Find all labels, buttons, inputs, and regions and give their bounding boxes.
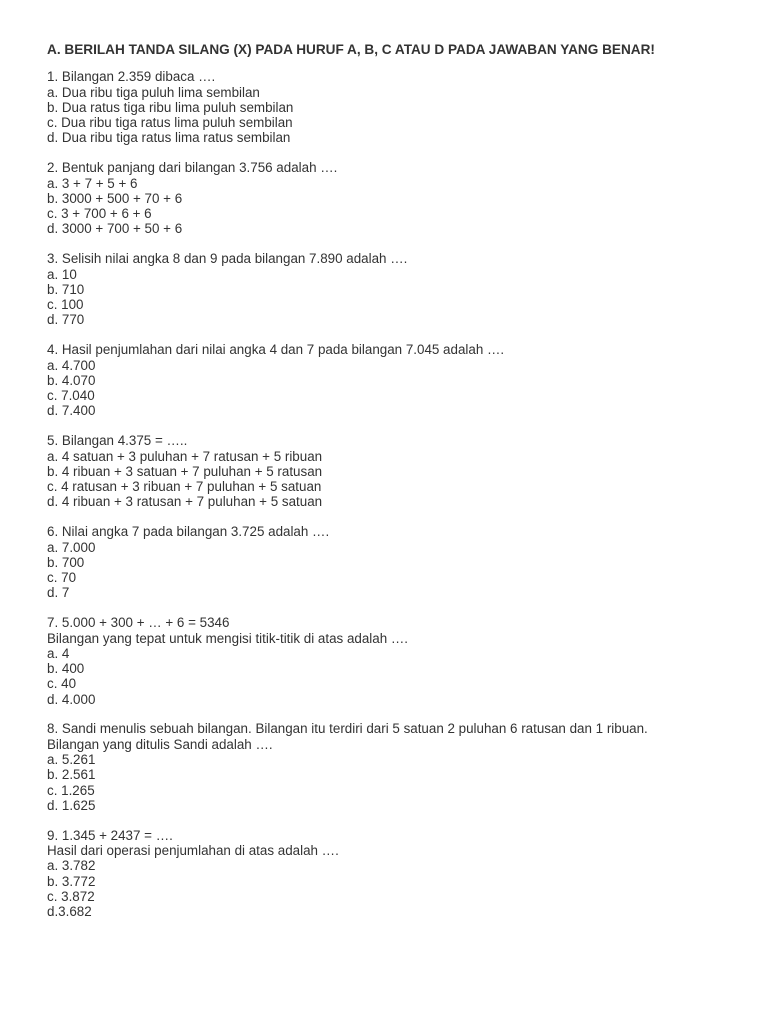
answer-option-c: c. 40 xyxy=(47,676,77,692)
answer-option-d: d. Dua ribu tiga ratus lima ratus sembilan xyxy=(47,130,291,146)
question-text: 2. Bentuk panjang dari bilangan 3.756 adalah …. xyxy=(47,160,338,176)
answer-option-b: b. 710 xyxy=(47,281,85,297)
answer-option-d: d. 7 xyxy=(47,585,70,601)
answer-option-c: c. 3.872 xyxy=(47,888,95,904)
question-subtext: Bilangan yang ditulis Sandi adalah …. xyxy=(47,736,273,752)
answer-option-b: b. 700 xyxy=(47,554,85,570)
answer-option-b: b. 3.772 xyxy=(47,873,96,889)
answer-option-a: a. 3.782 xyxy=(47,858,96,874)
answer-option-d: d.3.682 xyxy=(47,904,92,920)
question-8 xyxy=(47,721,768,813)
question-3 xyxy=(47,251,768,327)
answer-option-b: b. 4.070 xyxy=(47,372,96,388)
answer-option-a: a. 4 satuan + 3 puluhan + 7 ratusan + 5 ribuan xyxy=(47,448,323,464)
question-subtext: Bilangan yang tepat untuk mengisi titik-titik di atas adalah …. xyxy=(47,630,409,646)
answer-option-d: d. 7.400 xyxy=(47,403,96,419)
answer-option-a: a. 3 + 7 + 5 + 6 xyxy=(47,175,138,191)
question-7 xyxy=(47,615,768,707)
answer-option-a: a. 7.000 xyxy=(47,539,96,555)
answer-option-b: b. 4 ribuan + 3 satuan + 7 puluhan + 5 ratusan xyxy=(47,463,323,479)
answer-option-c: c. 3 + 700 + 6 + 6 xyxy=(47,206,152,222)
question-text: 3. Selisih nilai angka 8 dan 9 pada bilangan 7.890 adalah …. xyxy=(47,251,408,267)
section-heading: A. BERILAH TANDA SILANG (X) PADA HURUF A, B, C ATAU D PADA JAWABAN YANG BENAR! xyxy=(47,42,655,57)
answer-option-c: c. Dua ribu tiga ratus lima puluh sembilan xyxy=(47,115,293,131)
answer-option-b: b. Dua ratus tiga ribu lima puluh sembilan xyxy=(47,99,294,115)
answer-option-c: c. 100 xyxy=(47,297,84,313)
answer-option-d: d. 1.625 xyxy=(47,797,96,813)
answer-option-c: c. 1.265 xyxy=(47,782,95,798)
answer-option-b: b. 2.561 xyxy=(47,767,96,783)
question-text: 1. Bilangan 2.359 dibaca …. xyxy=(47,69,216,85)
question-4 xyxy=(47,342,768,418)
question-1 xyxy=(47,69,768,145)
answer-option-a: a. 5.261 xyxy=(47,752,96,768)
answer-option-b: b. 400 xyxy=(47,661,85,677)
question-text: 5. Bilangan 4.375 = ….. xyxy=(47,433,188,449)
answer-option-c: c. 7.040 xyxy=(47,388,95,404)
answer-option-a: a. 4 xyxy=(47,645,70,661)
answer-option-d: d. 770 xyxy=(47,312,85,328)
question-text: 8. Sandi menulis sebuah bilangan. Bilangan itu terdiri dari 5 satuan 2 puluhan 6 ratusan dan 1 ribuan. xyxy=(47,721,648,737)
answer-option-d: d. 4.000 xyxy=(47,691,96,707)
answer-option-d: d. 4 ribuan + 3 ratusan + 7 puluhan + 5 satuan xyxy=(47,494,323,510)
answer-option-c: c. 4 ratusan + 3 ribuan + 7 puluhan + 5 satuan xyxy=(47,479,322,495)
answer-option-b: b. 3000 + 500 + 70 + 6 xyxy=(47,190,183,206)
question-5 xyxy=(47,433,768,509)
question-text: 7. 5.000 + 300 + … + 6 = 5346 xyxy=(47,615,230,631)
question-text: 4. Hasil penjumlahan dari nilai angka 4 dan 7 pada bilangan 7.045 adalah …. xyxy=(47,342,505,358)
question-6 xyxy=(47,524,768,600)
question-text: 6. Nilai angka 7 pada bilangan 3.725 adalah …. xyxy=(47,524,330,540)
answer-option-a: a. 4.700 xyxy=(47,357,96,373)
answer-option-a: a. Dua ribu tiga puluh lima sembilan xyxy=(47,84,260,100)
question-9 xyxy=(47,828,768,920)
question-list xyxy=(47,69,768,919)
question-subtext: Hasil dari operasi penjumlahan di atas adalah …. xyxy=(47,843,339,859)
answer-option-d: d. 3000 + 700 + 50 + 6 xyxy=(47,221,183,237)
question-text: 9. 1.345 + 2437 = …. xyxy=(47,827,173,843)
question-2 xyxy=(47,160,768,236)
answer-option-a: a. 10 xyxy=(47,266,77,282)
answer-option-c: c. 70 xyxy=(47,570,77,586)
